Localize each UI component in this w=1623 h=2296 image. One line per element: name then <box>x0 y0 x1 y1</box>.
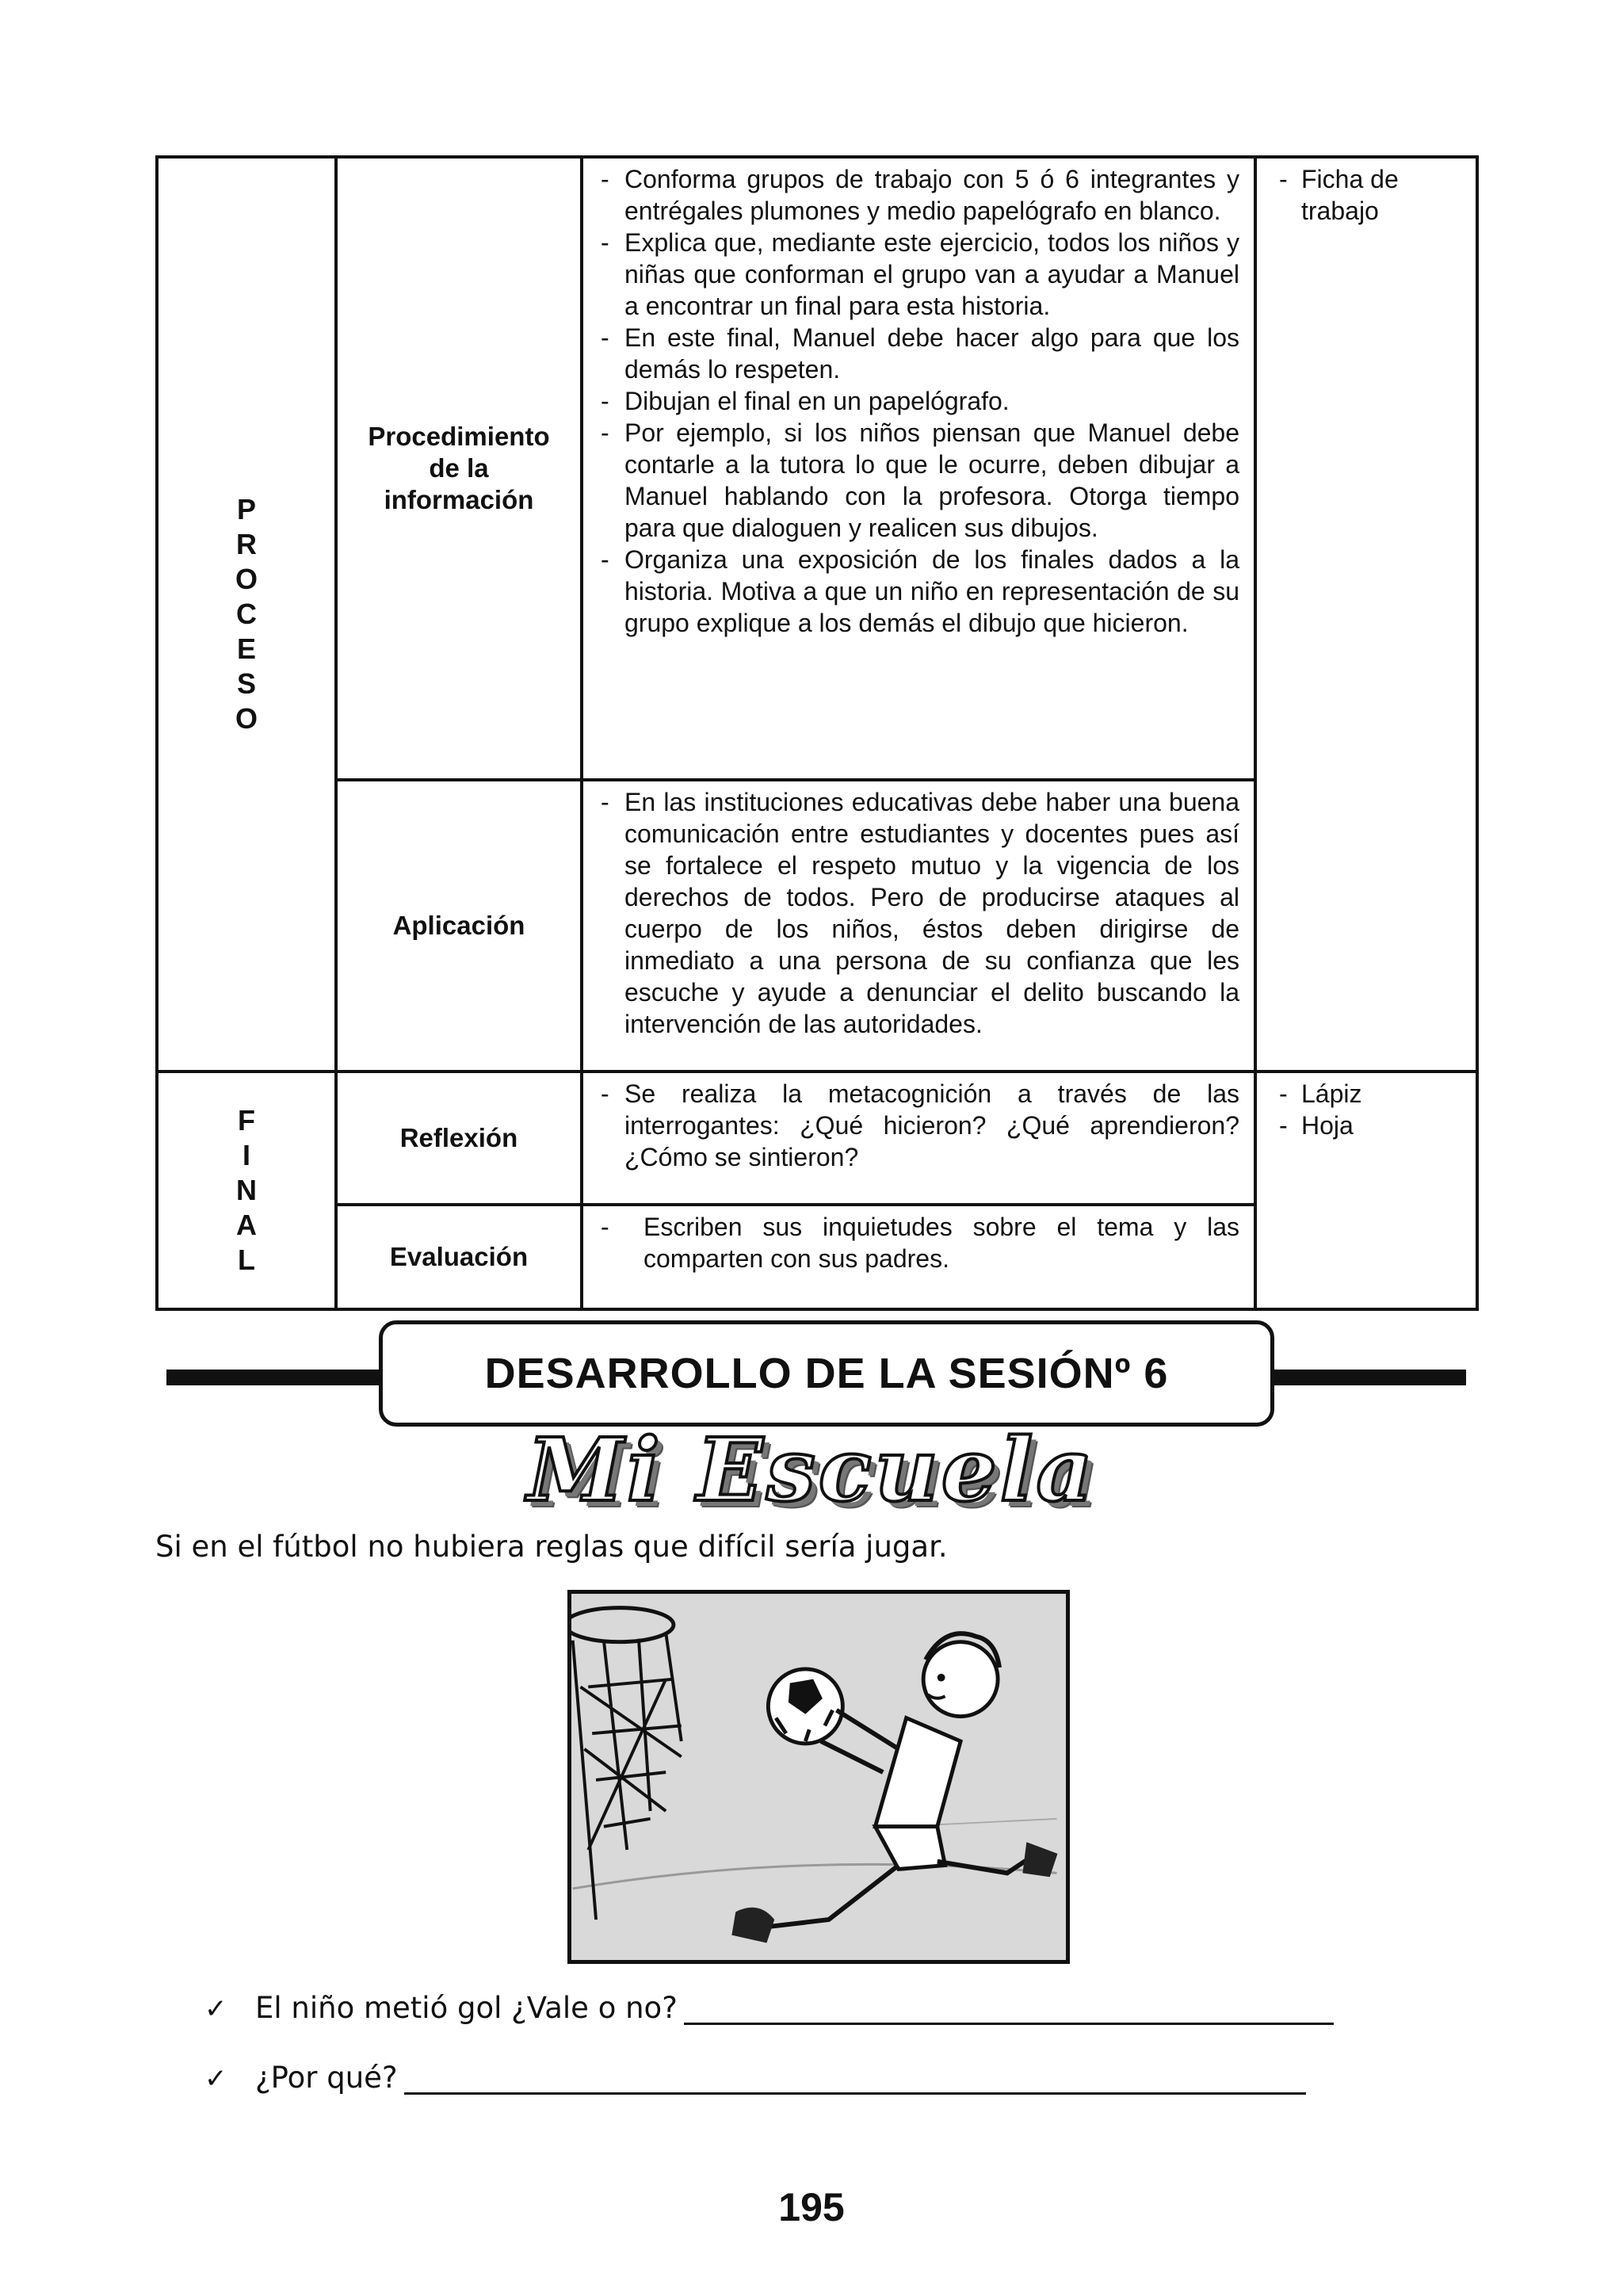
check-icon: ✓ <box>204 1993 227 2025</box>
soccer-illustration <box>567 1590 1070 1964</box>
step-evaluacion <box>336 1205 582 1309</box>
phase-letter: N <box>236 1174 257 1206</box>
intro-text: Si en el fútbol no hubiera reglas que difícil sería jugar. <box>155 1530 948 1564</box>
ball-icon <box>768 1669 842 1744</box>
phase-letter: O <box>235 702 258 735</box>
resource-item: - Lápiz <box>1279 1079 1362 1108</box>
session-banner <box>379 1320 1274 1427</box>
procedimiento-activities <box>582 157 1255 780</box>
question-text: ¿Por qué? <box>255 2061 398 2095</box>
question-text: El niño metió gol ¿Vale o no? <box>255 1991 678 2025</box>
aplicacion-activities <box>582 780 1255 1072</box>
phase-final-cell <box>157 1072 336 1309</box>
activity-item: - Organiza una exposición de los finales dados a la historia. Motiva a que un niño en representación de su grupo explique a los demás el dibujo que hicieron. <box>601 545 1239 637</box>
activity-item: - En este final, Manuel debe hacer algo para que los demás lo respeten. <box>601 323 1239 384</box>
phase-letter: O <box>235 563 258 595</box>
school-title: Mi Escuela <box>527 1419 1096 1521</box>
resource-item: - Ficha de trabajo <box>1279 165 1399 225</box>
step-label: Procedimiento <box>368 422 550 451</box>
phase-letter: E <box>236 632 256 665</box>
answer-line[interactable] <box>684 1994 1334 2025</box>
child-scoring-goal-drawing <box>571 1594 1066 1960</box>
phase-letter: F <box>238 1104 255 1137</box>
check-icon: ✓ <box>204 2063 227 2095</box>
phase-letter: I <box>242 1139 250 1171</box>
question-why <box>204 2061 1306 2095</box>
resources-final <box>1255 1072 1477 1309</box>
phase-letter: L <box>238 1244 255 1276</box>
activity-item: - Explica que, mediante este ejercicio, todos los niños y niñas que conforman el grupo van a ayudar a Manuel a encontrar un final para esta historia. <box>601 228 1239 320</box>
phase-letter: R <box>236 528 257 560</box>
session-title: DESARROLLO DE LA SESIÓNº 6 <box>484 1350 1169 1397</box>
evaluacion-activities <box>582 1205 1255 1309</box>
question-goal <box>204 1991 1334 2025</box>
step-label: Evaluación <box>389 1242 529 1271</box>
step-aplicacion <box>336 780 582 1072</box>
step-procedimiento <box>336 157 582 780</box>
phase-letter: C <box>236 598 257 630</box>
phase-letter: S <box>236 667 256 700</box>
activity-item: - Por ejemplo, si los niños piensan que Manuel debe contarle a la tutora lo que le ocurre, deben dibujar a Manuel hablando con la profesora. Otorga tiempo para que dialoguen y realicen sus dibujos. <box>601 418 1239 542</box>
activity-item: - Se realiza la metacognición a través de las interrogantes: ¿Qué hicieron? ¿Qué aprendieron? ¿Cómo se sintieron? <box>601 1079 1239 1171</box>
activity-item: - Conforma grupos de trabajo con 5 ó 6 integrantes y entrégales plumones y medio papelógrafo en blanco. <box>601 165 1239 225</box>
banner-rule-left <box>166 1370 387 1385</box>
activity-item: - Dibujan el final en un papelógrafo. <box>601 387 1010 415</box>
step-label: información <box>384 485 534 514</box>
step-reflexion <box>336 1072 582 1205</box>
page-number: 195 <box>778 2185 845 2229</box>
resources-proceso <box>1255 157 1477 1072</box>
phase-letter: A <box>236 1209 257 1241</box>
step-label: de la <box>429 453 489 483</box>
activity-item: - Escriben sus inquietudes sobre el tema y las comparten con sus padres. <box>601 1213 1239 1273</box>
session-table <box>155 155 1479 1311</box>
answer-line[interactable] <box>404 2064 1306 2095</box>
banner-rule-right <box>1268 1370 1466 1385</box>
reflexion-activities <box>582 1072 1255 1205</box>
step-label: Reflexión <box>399 1123 518 1152</box>
activity-item: - En las instituciones educativas debe haber una buena comunicación entre estudiantes y docentes pues así se fortalece el respeto mutuo y la vigencia de los derechos de todos. Pero de producirse ataques al cuerpo de los niños, éstos deben dirigirse de inmediato a una persona de su confianza que les escuche y ayude a denunciar el delito buscando la intervención de las autoridades. <box>601 788 1239 1038</box>
phase-letter: P <box>236 493 256 525</box>
step-label: Aplicación <box>392 911 525 940</box>
resource-item: - Hoja <box>1279 1111 1354 1140</box>
phase-proceso-cell <box>157 157 336 1072</box>
